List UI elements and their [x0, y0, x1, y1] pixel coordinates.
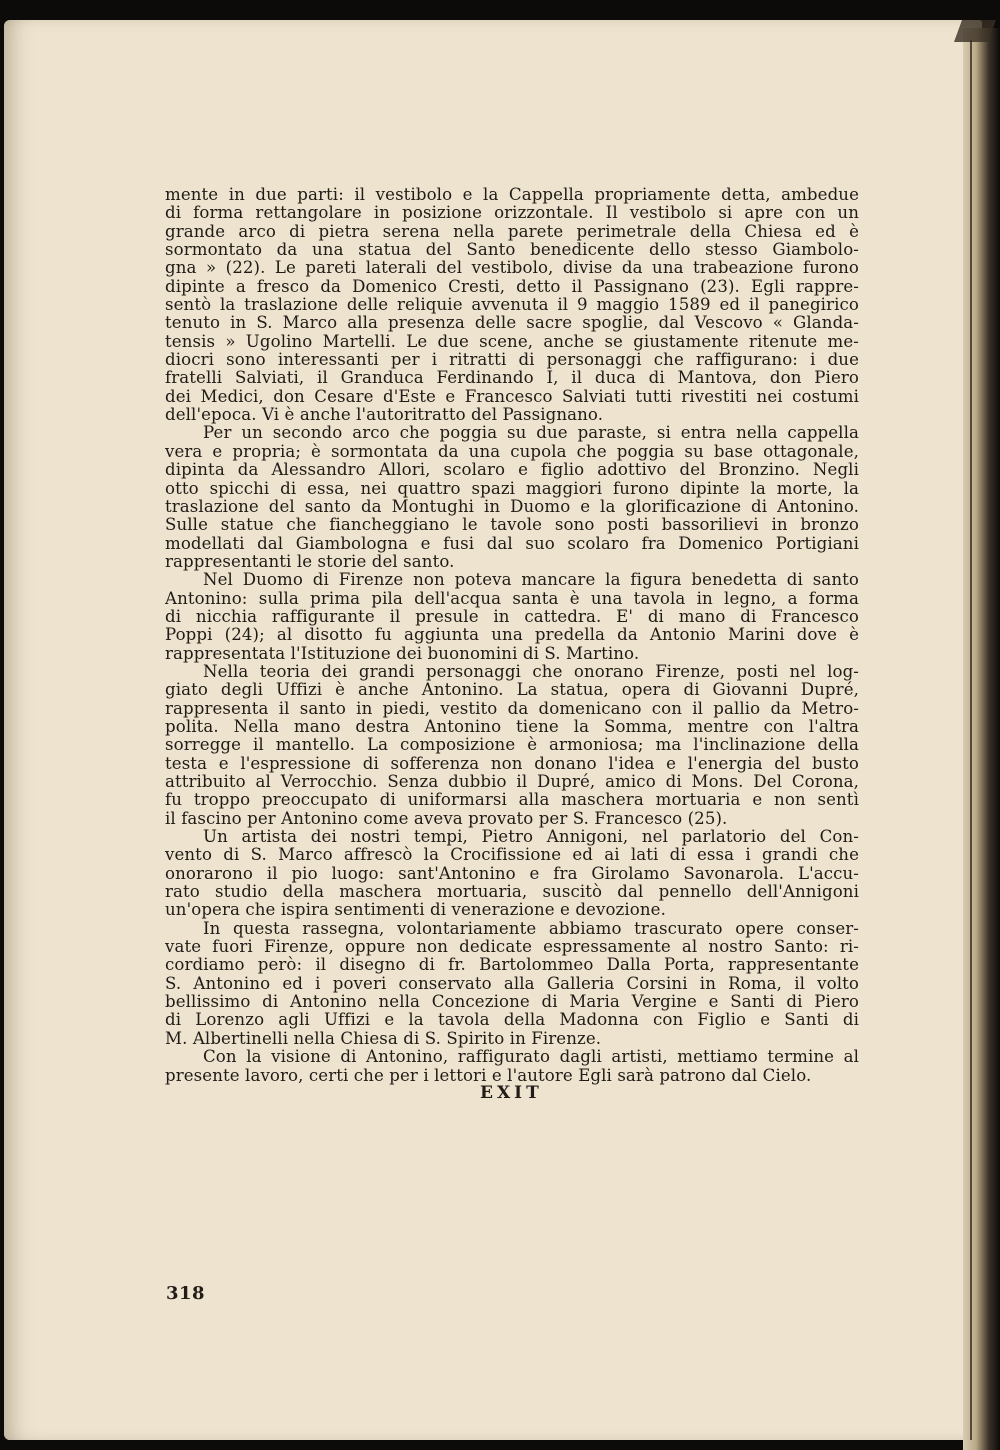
- text-line: giato degli Uffizi è anche Antonino. La statua, opera di Giovanni Dupré,: [165, 680, 859, 700]
- text-line: In questa rassegna, volontariamente abbiamo trascurato opere conser-: [203, 918, 859, 938]
- text-line: di nicchia raffigurante il presule in cattedra. E' di mano di Francesco: [165, 606, 859, 626]
- text-line: fratelli Salviati, il Granduca Ferdinando I, il duca di Mantova, don Piero: [165, 368, 859, 388]
- exit-label: EXIT: [480, 1083, 543, 1103]
- text-line: di forma rettangolare in posizione orizzontale. Il vestibolo si apre con un: [165, 203, 859, 223]
- text-line: gna » (22). Le pareti laterali del vestibolo, divise da una trabeazione furono: [165, 258, 859, 278]
- text-line: grande arco di pietra serena nella parete perimetrale della Chiesa ed è: [165, 221, 859, 241]
- text-line: tensis » Ugolino Martelli. Le due scene, anche se giustamente ritenute me-: [165, 331, 859, 351]
- gutter-shadow-line: [970, 40, 972, 1440]
- text-line: dei Medici, don Cesare d'Este e Francesco Salviati tutti rivestiti nei costumi: [165, 386, 859, 406]
- text-line: vera e propria; è sormontata da una cupola che poggia su base ottagonale,: [165, 441, 859, 461]
- text-line: Poppi (24); al disotto fu aggiunta una predella da Antonio Marini dove è: [165, 625, 859, 645]
- text-line: sormontato da una statua del Santo benedicente dello stesso Giambolo-: [165, 240, 859, 260]
- text-line: il fascino per Antonino come aveva provato per S. Francesco (25).: [165, 808, 728, 828]
- text-line: rappresentata l'Istituzione dei buonomini di S. Martino.: [165, 643, 640, 663]
- paragraph: [165, 186, 859, 424]
- text-line: testa e l'espressione di sofferenza non donano l'idea e l'energia del busto: [165, 753, 859, 773]
- text-line: dell'epoca. Vi è anche l'autoritratto del Passignano.: [165, 405, 604, 425]
- text-line: attribuito al Verrocchio. Senza dubbio il Dupré, amico di Mons. Del Corona,: [165, 772, 859, 791]
- text-line: Nella teoria dei grandi personaggi che onorano Firenze, posti nel log-: [203, 661, 859, 681]
- paragraph: [165, 663, 859, 828]
- text-line: dipinte a fresco da Domenico Cresti, detto il Passignano (23). Egli rappre-: [165, 276, 859, 296]
- paragraph: [165, 920, 859, 1048]
- paragraph: [165, 1048, 859, 1085]
- text-line: mente in due parti: il vestibolo e la Cappella propriamente detta, ambedue: [165, 185, 859, 204]
- text-line: diocri sono interessanti per i ritratti di personaggi che raffigurano: i due: [165, 350, 859, 370]
- text-line: Un artista dei nostri tempi, Pietro Annigoni, nel parlatorio del Con-: [203, 827, 859, 847]
- text-line: rappresentanti le storie del santo.: [165, 551, 455, 571]
- text-line: rappresenta il santo in piedi, vestito da domenicano con il pallio da Metro-: [165, 698, 859, 718]
- body-text: [165, 186, 859, 1085]
- text-line: Per un secondo arco che poggia su due paraste, si entra nella cappella: [203, 423, 859, 443]
- text-line: vate fuori Firenze, oppure non dedicate espressamente al nostro Santo: ri-: [165, 937, 859, 957]
- text-line: rato studio della maschera mortuaria, suscitò dal pennello dell'Annigoni: [165, 882, 859, 902]
- text-line: tenuto in S. Marco alla presenza delle sacre spoglie, dal Vescovo « Glanda-: [165, 313, 859, 333]
- text-line: di Lorenzo agli Uffizi e la tavola della Madonna con Figlio e Santi di: [165, 1010, 859, 1030]
- paragraph: [165, 424, 859, 571]
- text-line: Con la visione di Antonino, raffigurato dagli artisti, mettiamo termine al: [203, 1047, 859, 1067]
- text-line: otto spicchi di essa, nei quattro spazi maggiori furono dipinte la morte, la: [165, 478, 859, 498]
- text-line: cordiamo però: il disegno di fr. Bartolommeo Dalla Porta, rappresentante: [165, 955, 859, 975]
- text-line: presente lavoro, certi che per i lettori e l'autore Egli sarà patrono dal Cielo.: [165, 1065, 812, 1085]
- text-line: fu troppo preoccupato di uniformarsi alla maschera mortuaria e non sentì: [165, 790, 859, 810]
- text-line: sentò la traslazione delle reliquie avvenuta il 9 maggio 1589 ed il panegirico: [165, 295, 859, 315]
- text-line: traslazione del santo da Montughi in Duomo e la glorificazione di Antonino.: [165, 496, 859, 516]
- text-line: Sulle statue che fiancheggiano le tavole sono posti bassorilievi in bronzo: [165, 515, 859, 535]
- text-line: modellati dal Giambologna e fusi dal suo scolaro fra Domenico Portigiani: [165, 533, 859, 553]
- paragraph: [165, 828, 859, 920]
- text-line: Nel Duomo di Firenze non poteva mancare la figura benedetta di santo: [203, 570, 859, 590]
- text-line: un'opera che ispira sentimenti di venerazione e devozione.: [165, 900, 666, 920]
- page-number: 318: [166, 1283, 206, 1304]
- text-line: onorarono il pio luogo: sant'Antonino e fra Girolamo Savonarola. L'accu-: [165, 863, 859, 883]
- text-line: dipinta da Alessandro Allori, scolaro e figlio adottivo del Bronzino. Negli: [165, 460, 859, 480]
- text-line: M. Albertinelli nella Chiesa di S. Spirito in Firenze.: [165, 1028, 602, 1048]
- text-line: vento di S. Marco affrescò la Crocifissione ed ai lati di essa i grandi che: [165, 845, 859, 865]
- text-line: polita. Nella mano destra Antonino tiene la Somma, mentre con l'altra: [165, 716, 859, 736]
- text-line: bellissimo di Antonino nella Concezione di Maria Vergine e Santi di Piero: [165, 992, 859, 1012]
- paragraph: [165, 571, 859, 663]
- text-line: S. Antonino ed i poveri conservato alla Galleria Corsini in Roma, il volto: [165, 973, 859, 993]
- text-line: Antonino: sulla prima pila dell'acqua santa è una tavola in legno, a forma: [165, 588, 859, 608]
- text-line: sorregge il mantello. La composizione è armoniosa; ma l'inclinazione della: [165, 735, 859, 755]
- book-gutter: [963, 28, 1000, 1450]
